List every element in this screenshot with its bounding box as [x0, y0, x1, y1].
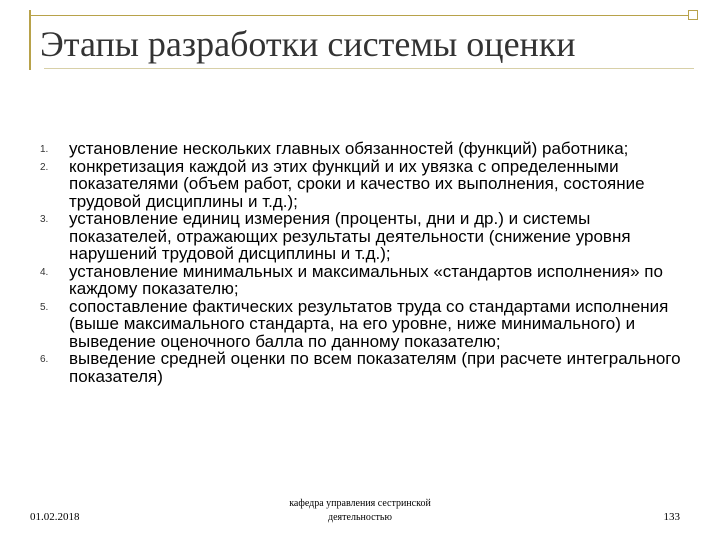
list-item-number: 4.	[40, 266, 49, 278]
footer-department-line: деятельностью	[328, 512, 392, 523]
list-item	[40, 210, 690, 263]
title-underline	[44, 68, 694, 69]
corner-square-decoration	[688, 10, 698, 20]
footer-department-line: кафедра управления сестринской	[289, 498, 431, 509]
frame-vertical-line	[29, 10, 31, 70]
stages-list	[40, 140, 690, 385]
list-item-text: установление минимальных и максимальных «стандартов исполнения» по каждому показателю;	[69, 261, 663, 298]
footer-department	[270, 497, 450, 525]
list-item	[40, 263, 690, 298]
list-item-number: 1.	[40, 144, 49, 155]
list-item-text: конкретизация каждой из этих функций и их увязка с определенными показателями (объем работ, сроки и качество их выполнения, состояние трудовой дисциплины и т.д.);	[69, 156, 645, 211]
footer-date: 01.02.2018	[30, 511, 80, 523]
list-item	[40, 140, 690, 158]
list-item-text: выведение средней оценки по всем показателям (при расчете интегрального показателя)	[69, 349, 681, 386]
footer-page-number: 133	[663, 511, 680, 523]
list-item-number: 6.	[40, 354, 49, 365]
list-item-text: установление нескольких главных обязанностей (функций) работника;	[69, 139, 629, 158]
list-item-text: установление единиц измерения (проценты, дни и др.) и системы показателей, отражающих результаты деятельности (снижение уровня нарушений трудовой дисциплины и т.д.);	[69, 209, 631, 263]
list-item-text: сопоставление фактических результатов труда со стандартами исполнения (выше максимального стандарта, на его уровне, ниже минимального) и выведение оценочного балла по данному показателю;	[69, 296, 669, 351]
slide-title: Этапы разработки системы оценки	[40, 24, 576, 64]
list-item-number: 5.	[40, 301, 49, 313]
frame-top-line	[29, 15, 693, 16]
list-item	[40, 298, 690, 351]
list-item	[40, 158, 690, 211]
list-item	[40, 350, 690, 385]
list-item-number: 3.	[40, 214, 49, 225]
list-item-number: 2.	[40, 161, 49, 173]
